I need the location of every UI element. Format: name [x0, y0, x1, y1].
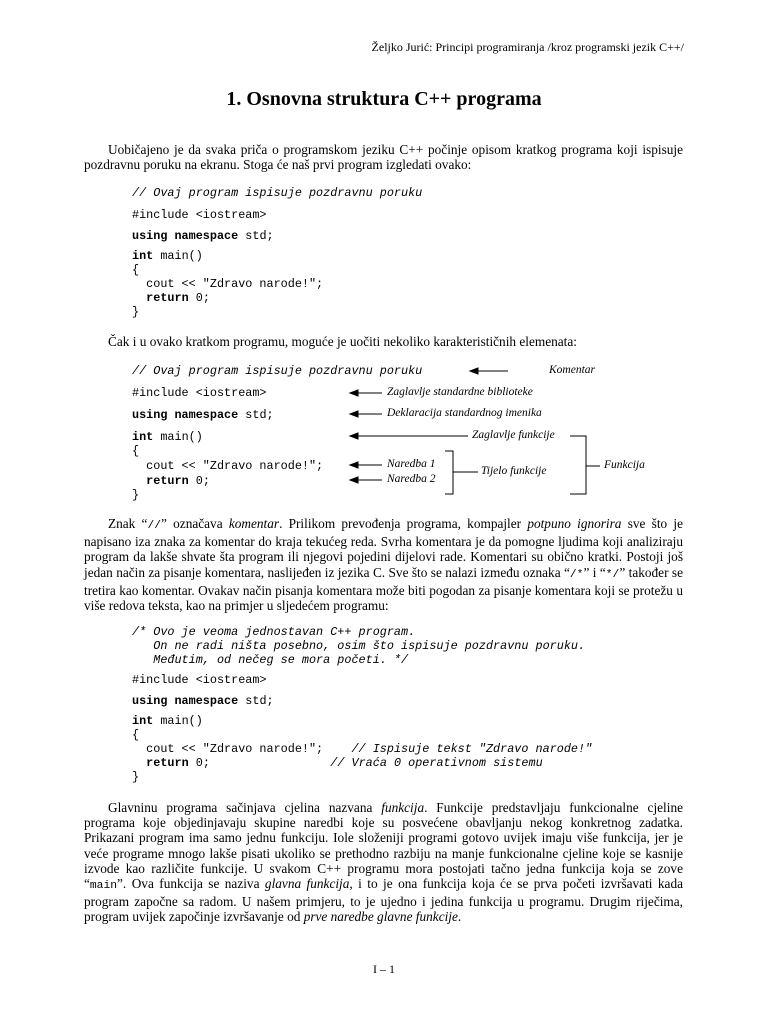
code3-cout-comment: // Ispisuje tekst "Zdravo narode!"	[351, 742, 593, 756]
intro-text: Uobičajeno je da svaka priča o programskom jeziku C++ počinje opisom kratkog programa koji ispisuje pozdravnu poruku na ekranu. Stoga će naš prvi program izgledati ovako:	[84, 142, 683, 173]
annotation-function-header: Zaglavlje funkcije	[472, 429, 555, 441]
p4-t4: , i to je ona funkcija koja će se prva početi izvršavati kada program započne sa radom. U našem primjeru, to je ujedno i jedina funkcija u programu. Drugim riječima, program uvijek započinje izvršavanje od	[84, 876, 683, 925]
term-glavna-funkcija: glavna funkcija	[264, 876, 350, 892]
annotation-function-body: Tijelo funkcije	[481, 465, 547, 477]
code2-close-brace: }	[132, 488, 140, 502]
keyword-int: int	[132, 249, 154, 263]
code3-main-rest: main()	[153, 714, 203, 728]
code3-comment-line-2: On ne radi ništa posebno, osim što ispisuje pozdravnu poruku.	[132, 639, 586, 653]
code3-cout-text: cout << "Zdravo narode!";	[132, 742, 352, 756]
code-include-1: #include <iostream>	[132, 208, 267, 222]
code-main-rest: main()	[153, 249, 203, 263]
p3-t5: ” i “	[583, 564, 606, 580]
inline-code-open-comment: /*	[569, 568, 584, 581]
code-comment: // Ovaj program ispisuje pozdravnu poruku	[132, 186, 423, 200]
inline-code-close-comment: */	[605, 568, 620, 581]
code-return-rest: 0;	[188, 291, 210, 305]
code-open-brace-1: {	[132, 263, 140, 277]
code2-keyword-int: int	[132, 430, 154, 444]
code3-close-brace: }	[132, 770, 140, 784]
term-ignorira: potpuno ignorira	[527, 516, 622, 531]
code3-return-pad	[210, 756, 330, 770]
inline-code-main: main	[89, 880, 118, 893]
code3-main	[132, 714, 203, 728]
term-prve-naredbe: prve naredbe glavne funkcije	[303, 909, 458, 925]
code3-using-rest: std;	[238, 694, 274, 708]
p4-t3: ”. Ova funkcija se naziva	[117, 876, 265, 892]
paragraph-4	[84, 800, 683, 925]
code3-return-comment: // Vraća 0 operativnom sistemu	[330, 756, 543, 770]
code2-include: #include <iostream>	[132, 386, 267, 400]
code2-comment-text: // Ovaj program ispisuje pozdravnu poruku	[132, 364, 423, 378]
code2-keyword-return: return	[146, 474, 189, 488]
code3-using	[132, 694, 274, 708]
annotation-comment: Komentar	[549, 364, 595, 376]
code3-comment-line-3: Međutim, od nečeg se mora početi. */	[132, 653, 409, 667]
p3-t4: sve što je napisano iza znaka za komentar do kraja tekućeg reda. Svrha komentara je da pomogne ljudima koji analiziraju program da lakše shvate šta program ili njegovi pojedini dijelovi rade. Komentari su obično kratki. Postoji još jedan način za pisanje komentara, naslijeđen iz jezika C. Sve što se nalazi između oznaka “	[84, 516, 683, 580]
p4-t5: .	[457, 909, 462, 925]
code2-cout: cout << "Zdravo narode!";	[132, 459, 324, 473]
code2-keyword-using: using namespace	[132, 408, 239, 422]
p4-t1: Glavninu programa sačinjava cjelina nazvana	[108, 800, 382, 815]
keyword-return: return	[146, 291, 189, 305]
code3-return-rest: 0;	[188, 756, 210, 770]
term-komentar: komentar	[228, 516, 280, 531]
code-using-rest: std;	[238, 229, 274, 243]
code-close-brace-1: }	[132, 305, 140, 319]
running-header: Željko Jurić: Principi programiranja /kroz programski jezik C++/	[371, 40, 684, 54]
page-number: I – 1	[373, 962, 395, 976]
p3-t2: ” označava	[161, 516, 229, 531]
code3-open-brace: {	[132, 728, 140, 742]
keyword-using: using namespace	[132, 229, 239, 243]
chapter-title: 1. Osnovna struktura C++ programa	[226, 88, 542, 110]
annotation-namespace: Deklaracija standardnog imenika	[387, 407, 542, 419]
code3-keyword-using: using namespace	[132, 694, 239, 708]
paragraph-2-text: Čak i u ovako kratkom programu, moguće je uočiti nekoliko karakterističnih elemenata:	[108, 334, 577, 349]
annotation-function: Funkcija	[604, 459, 645, 471]
p3-t6: ” također se tretira kao komentar. Ovakav način pisanja komentara može biti pogodan za pisanje komentara koji se protežu u više redova teksta, kao na primjer u sljedećem programu:	[84, 564, 683, 614]
p4-t2: . Funkcije predstavljaju funkcionalne cjeline programa koje objedinjavaju skupine naredbi koje su posvećene obavljanju nekog konkretnog zadatka. Prikazani program ima samo jednu funkciju. Iole složeniji programi gotovo uvijek imaju više funkcija, jer je veće programe mnogo lakše pisati ukoliko se prethodno razbiju na manje funkcionalne cjeline koje se kasnije izvode kao različite funkcije. U svakom C++ programu mora postojati tačno jedna funkcija koja se zove “	[84, 800, 683, 892]
code3-cout	[132, 742, 592, 756]
code2-using-rest: std;	[238, 408, 274, 422]
p3-t3: . Prilikom prevođenja programa, kompajler	[279, 516, 528, 531]
code3-comment-line-1: /* Ovo je veoma jednostavan C++ program.	[132, 625, 416, 639]
code-cout-1: cout << "Zdravo narode!";	[132, 277, 324, 291]
code2-return-rest: 0;	[188, 474, 210, 488]
annotation-statement-2: Naredba 2	[387, 473, 436, 485]
annotation-statement-1: Naredba 1	[387, 458, 436, 470]
code2-open-brace: {	[132, 444, 140, 458]
code3-keyword-int: int	[132, 714, 154, 728]
annotation-library-header: Zaglavlje standardne biblioteke	[387, 386, 533, 398]
code3-keyword-return: return	[146, 756, 189, 770]
code3-include: #include <iostream>	[132, 673, 267, 687]
term-funkcija: funkcija	[381, 800, 425, 815]
paragraph-3	[84, 516, 683, 613]
code2-main-rest: main()	[153, 430, 203, 444]
p3-t1: Znak “	[108, 516, 148, 531]
inline-code-slashes: //	[147, 520, 162, 532]
code3-return	[132, 756, 543, 770]
